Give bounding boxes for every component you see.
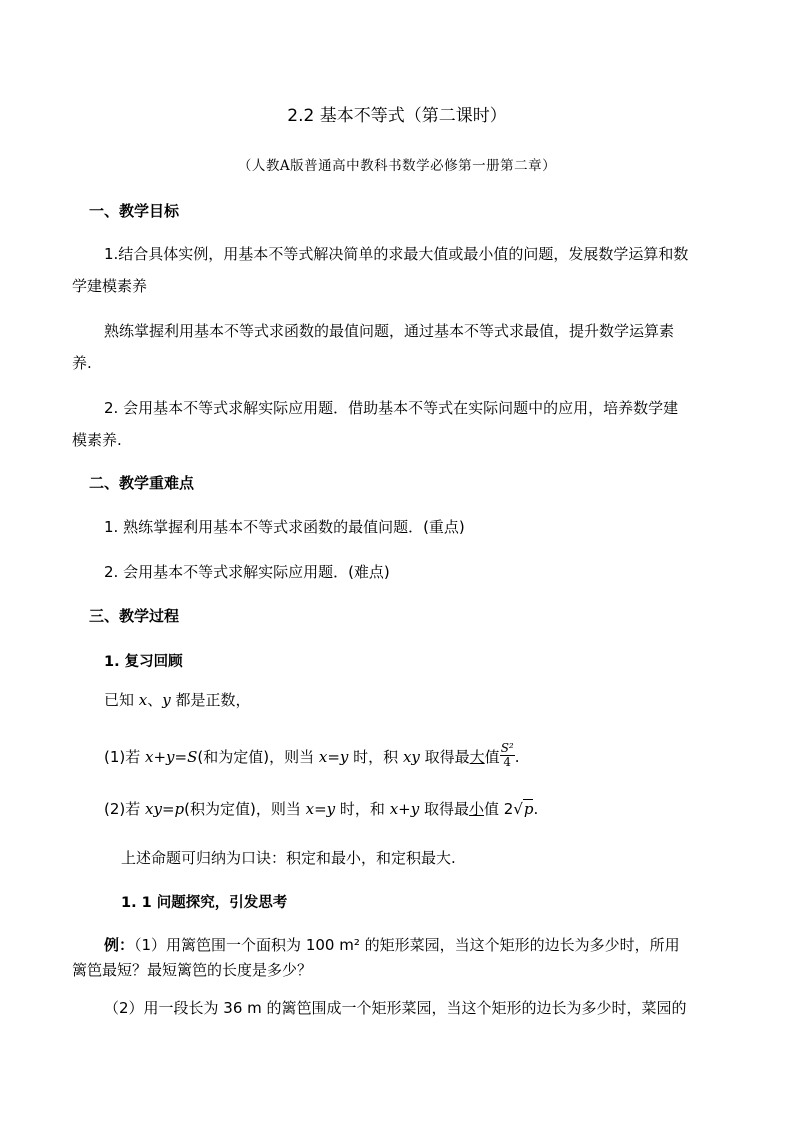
subheading-exploration: 1. 1 问题探究，引发思考 xyxy=(121,895,288,911)
known-statement xyxy=(104,690,251,710)
known-prefix: 已知 xyxy=(104,691,139,709)
subheading-review: 1. 复习回顾 xyxy=(104,654,183,670)
key-point-item-1: 1. 熟练掌握利用基本不等式求函数的最值问题．(重点) xyxy=(104,518,465,536)
case-2-value-word: 值 2 xyxy=(484,800,514,818)
case-2-prefix: (2)若 xyxy=(104,800,146,818)
case-1-statement xyxy=(104,741,520,771)
case-1-end: . xyxy=(514,748,520,766)
case-2-statement xyxy=(104,799,538,819)
fraction-denominator: 4 xyxy=(503,755,512,769)
case-1-product: xy xyxy=(402,748,420,766)
case-2-middle: (积为定值)，则当 xyxy=(184,800,306,818)
case-2-min-word: 小 xyxy=(468,800,484,818)
example-label: 例： xyxy=(104,936,135,954)
fraction-numerator: S² xyxy=(500,741,514,755)
summary-mnemonic: 上述命题可归纳为口诀：积定和最小，和定积最大. xyxy=(121,849,456,867)
case-1-max-word: 大 xyxy=(469,748,485,766)
paragraph-goal-1-line-1: 1.结合具体实例，用基本不等式解决简单的求最大值或最小值的问题，发展数学运算和数 xyxy=(104,245,689,263)
document-title: 2.2 基本不等式（第二课时） xyxy=(287,106,507,126)
example-2-line-1: （2）用一段长为 36 m 的篱笆围成一个矩形菜园，当这个矩形的边长为多少时，菜园的 xyxy=(104,999,687,1017)
known-separator: 、 xyxy=(147,691,163,709)
var-y: y xyxy=(162,691,171,709)
paragraph-goal-2-line-2: 养. xyxy=(72,354,92,372)
paragraph-goal-2-line-1: 熟练掌握利用基本不等式求函数的最值问题，通过基本不等式求最值，提升数学运算素 xyxy=(104,322,675,340)
section-heading-goals: 一、教学目标 xyxy=(89,202,180,220)
example-1-line-2: 篱笆最短？最短篱笆的长度是多少？ xyxy=(72,961,313,979)
case-2-sum: x+y xyxy=(389,800,420,818)
var-x: x xyxy=(138,691,148,709)
case-1-fraction xyxy=(500,742,515,769)
document-subtitle: （人教A版普通高中教科书数学必修第一册第二章） xyxy=(237,158,557,174)
case-2-expression: xy=p xyxy=(145,800,185,818)
example-1-text: （1）用篱笆围一个面积为 100 m² 的矩形菜园，当这个矩形的边长为多少时，所用 xyxy=(134,936,680,954)
paragraph-goal-1-line-2: 学建模素养 xyxy=(72,277,148,295)
case-2-end: . xyxy=(533,800,539,818)
example-1-line-1 xyxy=(104,935,680,955)
section-heading-key-points: 二、教学重难点 xyxy=(89,474,195,492)
case-1-middle: (和为定值)，则当 xyxy=(197,748,319,766)
sqrt-expression: √p xyxy=(513,800,534,818)
case-1-expression: x+y=S xyxy=(145,748,198,766)
case-2-middle-2: 时，和 xyxy=(335,800,390,818)
case-1-take: 取得最 xyxy=(419,748,470,766)
paragraph-goal-3-line-1: 2. 会用基本不等式求解实际应用题．借助基本不等式在实际问题中的应用，培养数学建 xyxy=(104,399,679,417)
section-heading-process: 三、教学过程 xyxy=(89,607,180,625)
case-2-condition: x=y xyxy=(305,800,336,818)
sqrt-radicand: p xyxy=(523,800,534,818)
case-2-take: 取得最 xyxy=(419,800,469,818)
case-1-condition: x=y xyxy=(318,748,349,766)
known-suffix: 都是正数， xyxy=(170,691,251,709)
paragraph-goal-3-line-2: 模素养. xyxy=(72,431,122,449)
key-point-item-2: 2. 会用基本不等式求解实际应用题．(难点) xyxy=(104,563,390,581)
case-1-value-word: 值 xyxy=(484,748,500,766)
case-1-middle-2: 时，积 xyxy=(348,748,403,766)
case-1-prefix: (1)若 xyxy=(104,748,146,766)
